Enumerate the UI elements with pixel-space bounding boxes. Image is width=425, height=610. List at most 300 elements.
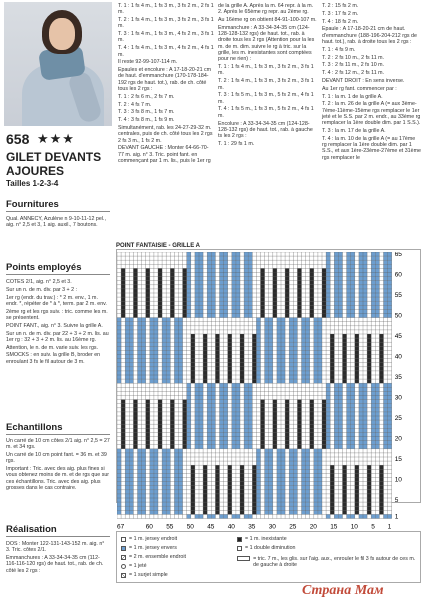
chart-cell: [310, 412, 314, 416]
chart-cell: [318, 371, 322, 375]
chart-cell: [256, 355, 260, 359]
chart-cell: [252, 338, 256, 342]
chart-cell: [351, 252, 355, 256]
chart-cell: [269, 363, 273, 367]
chart-cell: [310, 408, 314, 412]
chart-cell: [228, 359, 232, 363]
chart-cell: [277, 506, 281, 510]
chart-cell: [150, 359, 154, 363]
chart-cell: [388, 396, 392, 400]
chart-cell: [318, 363, 322, 367]
chart-cell: [371, 305, 375, 309]
chart-cell: [355, 371, 359, 375]
chart-cell: [170, 416, 174, 420]
chart-cell: [244, 445, 248, 449]
chart-cell: [265, 502, 269, 506]
chart-cell: [162, 322, 166, 326]
chart-cell: [150, 465, 154, 469]
chart-cell: [388, 277, 392, 281]
chart-cell: [289, 502, 293, 506]
chart-cell: [322, 273, 326, 277]
chart-grid-svg: [117, 252, 412, 535]
chart-cell: [289, 338, 293, 342]
chart-cell: [297, 293, 301, 297]
chart-cell: [179, 473, 183, 477]
chart-cell: [359, 297, 363, 301]
chart-cell: [117, 449, 121, 453]
chart-cell: [261, 400, 265, 404]
chart-cell: [166, 326, 170, 330]
chart-cell: [256, 486, 260, 490]
chart-cell: [363, 387, 367, 391]
chart-cell: [154, 482, 158, 486]
chart-cell: [146, 289, 150, 293]
chart-cell: [244, 256, 248, 260]
chart-cell: [138, 486, 142, 490]
chart-cell: [293, 342, 297, 346]
chart-cell: [306, 346, 310, 350]
chart-cell: [285, 412, 289, 416]
chart-cell: [142, 379, 146, 383]
chart-cell: [302, 375, 306, 379]
chart-cell: [129, 342, 133, 346]
chart-cell: [170, 437, 174, 441]
chart-cell: [154, 498, 158, 502]
chart-cell: [326, 285, 330, 289]
chart-cell: [146, 273, 150, 277]
circle-square-icon: [121, 564, 126, 569]
chart-cell: [351, 441, 355, 445]
chart-cell: [191, 367, 195, 371]
chart-cell: [330, 350, 334, 354]
chart-cell: [375, 260, 379, 264]
chart-cell: [207, 424, 211, 428]
chart-cell: [228, 346, 232, 350]
chart-cell: [252, 490, 256, 494]
chart-cell: [359, 281, 363, 285]
chart-cell: [162, 461, 166, 465]
chart-cell: [293, 375, 297, 379]
chart-cell: [310, 301, 314, 305]
chart-cell: [138, 461, 142, 465]
chart-cell: [379, 498, 383, 502]
chart-cell: [265, 342, 269, 346]
chart-cell: [384, 297, 388, 301]
chart-cell: [179, 346, 183, 350]
paragraph: T. 4 : 18 fs 2 m.: [322, 18, 359, 25]
chart-cell: [338, 260, 342, 264]
chart-cell: [129, 465, 133, 469]
chart-cell: [302, 453, 306, 457]
chart-cell: [252, 506, 256, 510]
chart-cell: [256, 498, 260, 502]
chart-cell: [359, 424, 363, 428]
chart-cell: [240, 342, 244, 346]
chart-cell: [211, 408, 215, 412]
chart-cell: [289, 346, 293, 350]
chart-cell: [224, 387, 228, 391]
chart-cell: [207, 428, 211, 432]
chart-cell: [187, 408, 191, 412]
chart-cell: [297, 297, 301, 301]
chart-cell: [265, 318, 269, 322]
chart-cell: [314, 326, 318, 330]
chart-cell: [232, 309, 236, 313]
chart-cell: [318, 506, 322, 510]
chart-cell: [256, 449, 260, 453]
chart-cell: [256, 490, 260, 494]
chart-cell: [314, 359, 318, 363]
chart-cell: [150, 461, 154, 465]
chart-cell: [133, 289, 137, 293]
chart-cell: [347, 437, 351, 441]
chart-cell: [179, 453, 183, 457]
chart-cell: [183, 432, 187, 436]
chart-cell: [162, 469, 166, 473]
chart-cell: [121, 408, 125, 412]
chart-cell: [384, 400, 388, 404]
chart-cell: [371, 396, 375, 400]
chart-cell: [359, 285, 363, 289]
chart-cell: [273, 416, 277, 420]
chart-cell: [367, 355, 371, 359]
chart-cell: [367, 502, 371, 506]
chart-cell: [207, 441, 211, 445]
legend-item: = 1 m. jersey envers: [121, 545, 177, 551]
chart-cell: [162, 350, 166, 354]
chart-cell: [199, 420, 203, 424]
fournitures-text: Qual. ANNECY, Azulène n 9-10-11-12 pel., aig. n° 2,5 et 3, 1 aig. auxil., 7 boutons.: [6, 216, 106, 229]
chart-cell: [166, 367, 170, 371]
chart-cell: [228, 490, 232, 494]
chart-cell: [371, 256, 375, 260]
chart-cell: [154, 465, 158, 469]
chart-cell: [277, 338, 281, 342]
chart-cell: [154, 379, 158, 383]
chart-cell: [363, 252, 367, 256]
chart-cell: [191, 486, 195, 490]
chart-cell: [183, 400, 187, 404]
chart-cell: [203, 490, 207, 494]
chart-cell: [170, 408, 174, 412]
chart-cell: [232, 281, 236, 285]
chart-cell: [248, 420, 252, 424]
chart-cell: [154, 371, 158, 375]
chart-cell: [338, 441, 342, 445]
chart-cell: [203, 334, 207, 338]
chart-cell: [240, 510, 244, 514]
chart-cell: [150, 498, 154, 502]
chart-cell: [150, 379, 154, 383]
chart-cell: [244, 396, 248, 400]
chart-cell: [388, 432, 392, 436]
chart-cell: [314, 490, 318, 494]
chart-cell: [343, 359, 347, 363]
chart-cell: [281, 461, 285, 465]
chart-cell: [236, 441, 240, 445]
chart-cell: [371, 412, 375, 416]
chart-cell: [375, 416, 379, 420]
chart-cell: [117, 510, 121, 514]
chart-cell: [146, 285, 150, 289]
chart-cell: [347, 309, 351, 313]
chart-cell: [330, 490, 334, 494]
chart-cell: [183, 416, 187, 420]
chart-cell: [338, 285, 342, 289]
chart-cell: [261, 416, 265, 420]
chart-cell: [359, 404, 363, 408]
chart-cell: [261, 432, 265, 436]
chart-cell: [256, 338, 260, 342]
chart-cell: [314, 363, 318, 367]
chart-cell: [232, 297, 236, 301]
chart-cell: [162, 359, 166, 363]
chart-cell: [142, 367, 146, 371]
chart-cell: [248, 305, 252, 309]
chart-cell: [207, 432, 211, 436]
chart-cell: [248, 400, 252, 404]
chart-cell: [129, 346, 133, 350]
chart-cell: [265, 482, 269, 486]
chart-cell: [215, 465, 219, 469]
chart-cell: [388, 424, 392, 428]
chart-cell: [338, 408, 342, 412]
chart-cell: [195, 314, 199, 318]
chart-cell: [363, 396, 367, 400]
chart-cell: [162, 334, 166, 338]
chart-cell: [162, 342, 166, 346]
chart-cell: [285, 293, 289, 297]
chart-cell: [191, 506, 195, 510]
chart-cell: [363, 264, 367, 268]
chart-cell: [166, 338, 170, 342]
chart-cell: [203, 482, 207, 486]
chart-cell: [384, 314, 388, 318]
chart-cell: [322, 301, 326, 305]
chart-cell: [347, 268, 351, 272]
chart-cell: [232, 441, 236, 445]
chart-cell: [224, 396, 228, 400]
chart-cell: [146, 412, 150, 416]
chart-cell: [199, 391, 203, 395]
chart-cell: [220, 314, 224, 318]
chart-cell: [289, 457, 293, 461]
chart-cell: [306, 469, 310, 473]
chart-cell: [187, 400, 191, 404]
chart-cell: [191, 346, 195, 350]
chart-cell: [220, 408, 224, 412]
chart-cell: [314, 367, 318, 371]
chart-cell: [351, 412, 355, 416]
chart-cell: [174, 326, 178, 330]
chart-cell: [256, 322, 260, 326]
chart-cell: [129, 355, 133, 359]
chart-cell: [326, 445, 330, 449]
chart-cell: [261, 293, 265, 297]
chart-cell: [363, 260, 367, 264]
chart-cell: [338, 314, 342, 318]
chart-cell: [322, 281, 326, 285]
chart-cell: [256, 469, 260, 473]
chart-cell: [224, 404, 228, 408]
chart-cell: [256, 465, 260, 469]
bracket-icon: [237, 556, 250, 561]
chart-cell: [388, 416, 392, 420]
x-tick-label: 67: [117, 523, 125, 531]
chart-cell: [158, 314, 162, 318]
chart-cell: [244, 428, 248, 432]
chart-cell: [281, 367, 285, 371]
chart-cell: [281, 375, 285, 379]
chart-cell: [125, 473, 129, 477]
chart-cell: [215, 350, 219, 354]
chart-cell: [199, 396, 203, 400]
chart-cell: [170, 281, 174, 285]
chart-cell: [170, 424, 174, 428]
chart-cell: [248, 314, 252, 318]
chart-cell: [154, 486, 158, 490]
chart-cell: [302, 465, 306, 469]
chart-cell: [129, 478, 133, 482]
chart-cell: [199, 404, 203, 408]
chart-cell: [293, 334, 297, 338]
chart-cell: [133, 314, 137, 318]
chart-cell: [375, 387, 379, 391]
chart-cell: [334, 264, 338, 268]
chart-cell: [306, 473, 310, 477]
chart-cell: [183, 289, 187, 293]
chart-cell: [306, 363, 310, 367]
chart-cell: [228, 379, 232, 383]
chart-cell: [150, 449, 154, 453]
chart-cell: [371, 437, 375, 441]
chart-cell: [384, 408, 388, 412]
chart-cell: [162, 498, 166, 502]
chart-cell: [347, 428, 351, 432]
chart-cell: [224, 383, 228, 387]
chart-cell: [207, 514, 211, 518]
chart-cell: [351, 408, 355, 412]
chart-cell: [187, 404, 191, 408]
chart-cell: [256, 473, 260, 477]
chart-cell: [121, 412, 125, 416]
chart-cell: [195, 514, 199, 518]
chart-cell: [334, 289, 338, 293]
chart-cell: [199, 264, 203, 268]
chart-cell: [359, 260, 363, 264]
chart-cell: [273, 281, 277, 285]
chart-cell: [326, 408, 330, 412]
chart-cell: [363, 281, 367, 285]
chart-cell: [244, 391, 248, 395]
chart-cell: [289, 465, 293, 469]
chart-cell: [375, 445, 379, 449]
chart-cell: [310, 281, 314, 285]
chart-cell: [183, 428, 187, 432]
paragraph: DEVANT GAUCHE : Monter 64-66-70-77 m. aig. n° 3. Tric. point fant. en commençant par 1 m. lis., puis le 1er rg: [118, 145, 211, 165]
text-column-2: [218, 3, 318, 149]
chart-cell: [347, 252, 351, 256]
chart-cell: [367, 506, 371, 510]
chart-cell: [265, 486, 269, 490]
chart-cell: [117, 486, 121, 490]
chart-cell: [273, 404, 277, 408]
chart-cell: [302, 498, 306, 502]
chart-cell: [138, 490, 142, 494]
chart-cell: [293, 510, 297, 514]
chart-cell: [133, 432, 137, 436]
chart-cell: [347, 396, 351, 400]
chart-cell: [195, 412, 199, 416]
chart-cell: [322, 416, 326, 420]
chart-cell: [142, 363, 146, 367]
chart-cell: [293, 322, 297, 326]
chart-cell: [363, 400, 367, 404]
chart-cell: [236, 432, 240, 436]
paragraph: T. 2 : 4 fs 7 m.: [118, 101, 152, 108]
chart-cell: [142, 490, 146, 494]
chart-cell: [371, 281, 375, 285]
chart-cell: [297, 412, 301, 416]
chart-cell: [265, 453, 269, 457]
chart-cell: [166, 490, 170, 494]
chart-cell: [375, 252, 379, 256]
chart-cell: [166, 449, 170, 453]
chart-cell: [125, 375, 129, 379]
chart-cell: [224, 268, 228, 272]
chart-cell: [355, 367, 359, 371]
chart-cell: [355, 465, 359, 469]
chart-cell: [277, 461, 281, 465]
chart-cell: [138, 473, 142, 477]
chart-cell: [252, 363, 256, 367]
chart-cell: [289, 326, 293, 330]
chart-cell: [314, 355, 318, 359]
chart-cell: [220, 252, 224, 256]
chart-cell: [195, 404, 199, 408]
chart-legend: [116, 531, 421, 583]
chart-cell: [256, 375, 260, 379]
chart-cell: [297, 416, 301, 420]
chart-cell: [269, 478, 273, 482]
chart-cell: [142, 506, 146, 510]
chart-cell: [379, 334, 383, 338]
chart-cell: [142, 457, 146, 461]
chart-cell: [314, 482, 318, 486]
chart-cell: [379, 338, 383, 342]
chart-cell: [261, 297, 265, 301]
chart-cell: [232, 264, 236, 268]
chart-cell: [314, 469, 318, 473]
chart-cell: [179, 359, 183, 363]
chart-cell: [285, 268, 289, 272]
chart-cell: [166, 322, 170, 326]
chart-cell: [199, 383, 203, 387]
chart-cell: [347, 441, 351, 445]
chart-cell: [375, 432, 379, 436]
chart-cell: [232, 273, 236, 277]
chart-cell: [129, 498, 133, 502]
chart-cell: [121, 309, 125, 313]
chart-cell: [359, 441, 363, 445]
chart-cell: [338, 445, 342, 449]
chart-cell: [187, 428, 191, 432]
chart-cell: [207, 408, 211, 412]
chart-cell: [125, 449, 129, 453]
chart-cell: [138, 350, 142, 354]
chart-cell: [191, 498, 195, 502]
chart-cell: [334, 314, 338, 318]
